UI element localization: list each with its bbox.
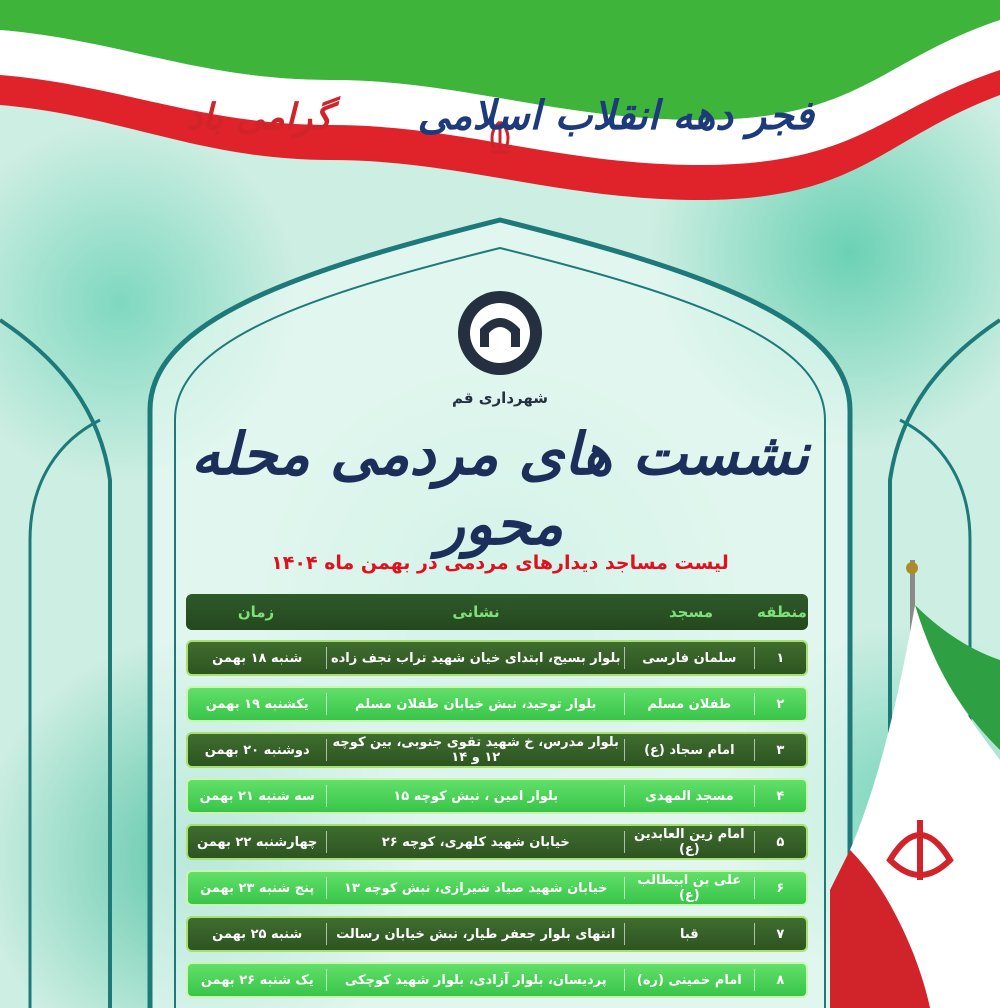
cell-address: بلوار بسیج، ابتدای خیان شهید تراب نجف زاده xyxy=(330,650,621,666)
cell-mosque: امام سجاد (ع) xyxy=(644,742,735,758)
cell-region: ۱ xyxy=(776,650,785,666)
header-region: منطقه xyxy=(757,603,807,621)
table-row xyxy=(186,732,808,768)
cell-mosque: امام زین العابدین (ع) xyxy=(634,827,745,857)
banner-title-part2: گرامی باد xyxy=(186,96,332,138)
header-mosque: مسجد xyxy=(668,603,714,621)
header-time: زمان xyxy=(237,603,275,621)
iran-flag xyxy=(830,560,1000,1008)
cell-region: ۵ xyxy=(776,834,785,850)
flag-pole-finial xyxy=(906,562,918,574)
cell-address: پردیسان، بلوار آزادی، بلوار شهید کوچکی xyxy=(344,972,607,988)
cell-address: بلوار امین ، نبش کوچه ۱۵ xyxy=(393,788,559,804)
cell-region: ۲ xyxy=(776,696,785,712)
table-row xyxy=(186,824,808,860)
cell-time: شنبه ۱۸ بهمن xyxy=(212,650,303,666)
table-row xyxy=(186,870,808,906)
table-row xyxy=(186,686,808,722)
cell-mosque: قبا xyxy=(679,926,699,942)
cell-mosque: طفلان مسلم xyxy=(647,696,732,712)
cell-address: خیابان شهید صیاد شیرازی، نبش کوچه ۱۳ xyxy=(343,880,608,896)
cell-region: ۳ xyxy=(776,742,785,758)
cell-region: ۴ xyxy=(776,788,785,804)
subtitle: لیست مساجد دیدارهای مردمی در بهمن ماه ۱۴۰۴ xyxy=(271,552,729,574)
cell-time: پنج شنبه ۲۳ بهمن xyxy=(200,880,315,896)
banner-title-part1: فجر دهه انقلاب اسلامی xyxy=(417,92,814,139)
cell-region: ۶ xyxy=(776,880,785,896)
cell-mosque: امام خمینی (ره) xyxy=(636,972,742,988)
cell-time: شنبه ۲۵ بهمن xyxy=(212,926,303,942)
table-header xyxy=(186,594,808,630)
banner-title xyxy=(0,92,1000,139)
cell-mosque: مسجد المهدی xyxy=(644,788,734,804)
cell-mosque: علی بن ابیطالب (ع) xyxy=(637,873,742,903)
cell-region: ۸ xyxy=(776,972,785,988)
cell-address: خیابان شهید کلهری، کوچه ۲۶ xyxy=(381,834,570,850)
cell-mosque: سلمان فارسی xyxy=(642,650,737,666)
table-row xyxy=(186,962,808,998)
cell-address: بلوار توحید، نبش خیابان طفلان مسلم xyxy=(355,696,597,712)
cell-address: بلوار مدرس، خ شهید تقوی جنوبی، بین کوچه ۱۲ و ۱۴ xyxy=(332,735,619,765)
qom-municipality-logo xyxy=(447,285,553,415)
table-row xyxy=(186,916,808,952)
cell-time: یکشنبه ۱۹ بهمن xyxy=(205,696,309,712)
table-row xyxy=(186,640,808,676)
header-address: نشانی xyxy=(452,603,500,621)
mosque-schedule-table xyxy=(186,594,808,1008)
cell-time: سه شنبه ۲۱ بهمن xyxy=(199,788,315,804)
cell-time: دوشنبه ۲۰ بهمن xyxy=(204,742,310,758)
cell-region: ۷ xyxy=(776,926,785,942)
cell-time: چهارشنبه ۲۲ بهمن xyxy=(197,834,318,850)
cell-time: یک شنبه ۲۶ بهمن xyxy=(200,972,314,988)
main-title: نشست های مردمی محله محور xyxy=(191,420,809,558)
cell-address: انتهای بلوار جعفر طیار، نبش خیابان رسالت xyxy=(336,926,616,942)
logo-text: شهرداری قم xyxy=(451,389,549,407)
table-row xyxy=(186,778,808,814)
